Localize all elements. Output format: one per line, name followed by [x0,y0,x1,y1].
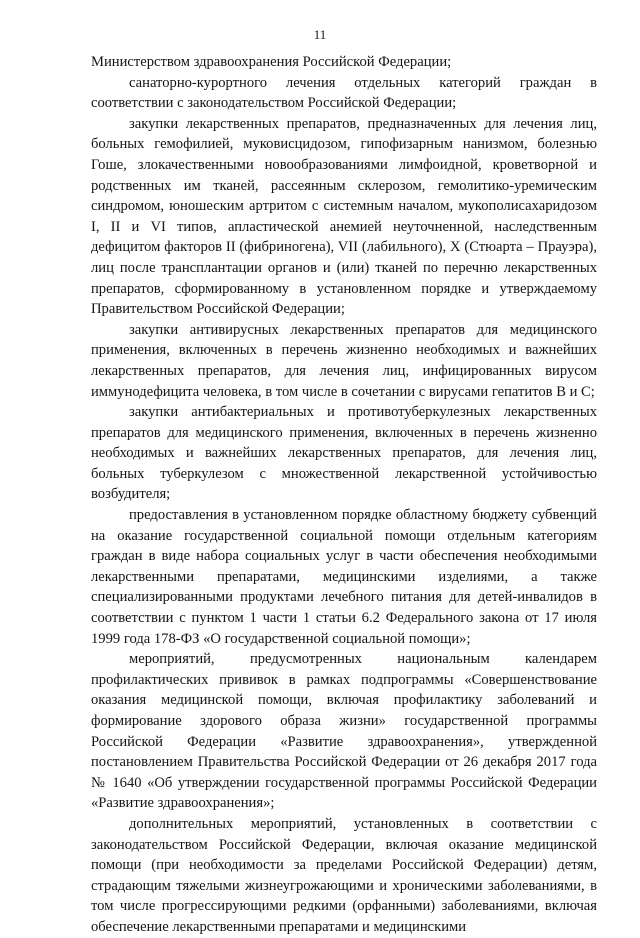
paragraph: мероприятий, предусмотренных национальным календарем профилактических прививок в рамках подпрограммы «Совершенствование оказания медицинской помощи, включая профилактику заболеваний и формирование здорового образа жизни» государственной программы Российской Федерации «Развитие здравоохранения», утвержденной постановлением Правительства Российской Федерации от 26 декабря 2017 года № 1640 «Об утверждении государственной программы Российской Федерации «Развитие здравоохранения»; [91,651,597,812]
paragraph: предоставления в установленном порядке областному бюджету субвенций на оказание государственной социальной помощи отдельным категориям граждан в виде набора социальных услуг в части обеспечения необходимыми лекарственными препаратами, медицинскими изделиями, а также специализированными продуктами лечебного питания для детей-инвалидов в соответствии с пунктом 1 части 1 статьи 6.2 Федерального закона от 17 июля 1999 года 178-ФЗ «О государственной социальной помощи»; [91,507,597,647]
paragraph: закупки антивирусных лекарственных препаратов для медицинского применения, включенных в перечень жизненно необходимых и важнейших лекарственных препаратов, для лечения лиц, инфицированных вирусом иммунодефицита человека, в том числе в сочетании с вирусами гепатитов В и С; [91,321,597,400]
paragraph: закупки антибактериальных и противотуберкулезных лекарственных препаратов для медицинского применения, включенных в перечень жизненно необходимых и важнейших лекарственных препаратов, для лечения лиц, больных туберкулезом с множественной лекарственной устойчивостью возбудителя; [91,404,597,503]
paragraph: санаторно-курортного лечения отдельных категорий граждан в соответствии с законодательством Российской Федерации; [91,74,597,112]
document-body [91,52,597,938]
paragraph: закупки лекарственных препаратов, предназначенных для лечения лиц, больных гемофилией, муковисцидозом, гипофизарным нанизмом, болезнью Гоше, злокачественными новообразованиями лимфоидной, кроветворной и родственных им тканей, рассеянным склерозом, гемолитико-уремическим синдромом, юношеским артритом с системным началом, мукополисахаридозом I, II и VI типов, апластической анемией неуточненной, наследственным дефицитом факторов II (фибриногена), VII (лабильного), X (Стюарта – Прауэра), лиц после трансплантации органов и (или) тканей по перечню лекарственных препаратов, сформированному в установленном порядке и утверждаемому Правительством Российской Федерации; [91,115,597,318]
paragraph: дополнительных мероприятий, установленных в соответствии с законодательством Российской Федерации, включая оказание медицинской помощи (при необходимости за пределами Российской Федерации) детям, страдающим тяжелыми жизнеугрожающими и хроническими заболеваниями, в том числе прогрессирующими редкими (орфанными) заболеваниями, включая обеспечение лекарственными препаратами и медицинскими [91,815,597,935]
paragraph: Министерством здравоохранения Российской Федерации; [91,54,452,70]
page-number: 11 [313,27,327,42]
